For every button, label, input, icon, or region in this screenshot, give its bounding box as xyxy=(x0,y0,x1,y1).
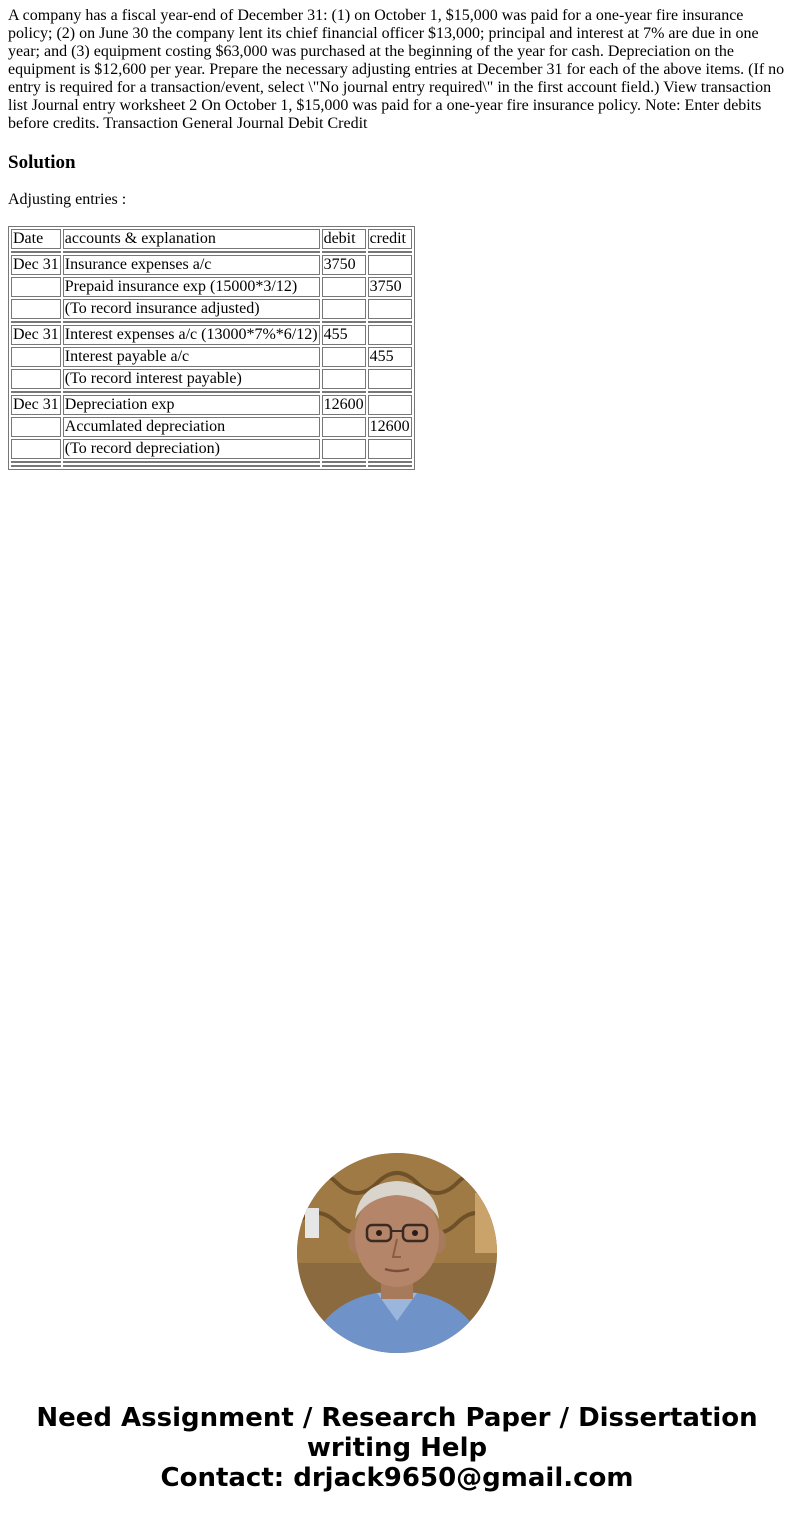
cell-debit xyxy=(322,347,366,367)
cell-debit xyxy=(322,369,366,389)
promo-contact: Contact: drjack9650@gmail.com xyxy=(160,1463,634,1493)
cell-account: Depreciation exp xyxy=(63,395,320,415)
header-credit: credit xyxy=(368,229,412,249)
cell-account: Insurance expenses a/c xyxy=(63,255,320,275)
cell-date xyxy=(11,347,61,367)
cell-credit xyxy=(368,299,412,319)
table-row xyxy=(11,255,412,275)
cell-debit xyxy=(322,299,366,319)
table-separator xyxy=(11,391,412,393)
table-row xyxy=(11,439,412,459)
cell-date: Dec 31 xyxy=(13,256,59,273)
table-row xyxy=(11,277,412,297)
page-content xyxy=(8,7,786,470)
cell-credit xyxy=(368,439,412,459)
table-row xyxy=(11,299,412,319)
cell-date xyxy=(11,439,61,459)
table-separator xyxy=(11,321,412,323)
cell-account: Accumlated depreciation xyxy=(63,417,320,437)
cell-credit xyxy=(368,395,412,415)
cell-account: (To record depreciation) xyxy=(63,439,320,459)
cell-date xyxy=(11,369,61,389)
cell-account: Interest expenses a/c (13000*7%*6/12) xyxy=(64,326,318,343)
cell-credit xyxy=(368,325,412,345)
cell-debit: 455 xyxy=(322,325,366,345)
cell-account: (To record interest payable) xyxy=(63,369,320,389)
cell-credit: 12600 xyxy=(369,418,410,435)
cell-debit xyxy=(322,417,366,437)
table-separator xyxy=(11,465,412,467)
avatar-portrait xyxy=(297,1153,497,1353)
table-row xyxy=(11,417,412,437)
table-row xyxy=(11,347,412,367)
cell-account: Prepaid insurance exp (15000*3/12) xyxy=(63,277,320,297)
cell-date: Dec 31 xyxy=(13,326,59,343)
cell-credit: 3750 xyxy=(368,277,412,297)
header-accounts: accounts & explanation xyxy=(63,229,320,249)
promo-line-2: writing Help xyxy=(306,1433,488,1463)
solution-heading: Solution xyxy=(8,152,76,173)
cell-date xyxy=(11,299,61,319)
cell-credit: 455 xyxy=(368,347,412,367)
cell-date xyxy=(11,417,61,437)
cell-debit xyxy=(322,439,366,459)
cell-account: (To record insurance adjusted) xyxy=(63,299,320,319)
intro-text: Adjusting entries : xyxy=(8,191,127,208)
cell-debit xyxy=(322,277,366,297)
journal-table xyxy=(8,226,415,470)
promo-line-1: Need Assignment / Research Paper / Dissertation xyxy=(36,1403,758,1433)
question-text: A company has a fiscal year-end of December 31: (1) on October 1, $15,000 was paid for a one-year fire insurance policy; (2) on June 30 the company lent its chief financial officer $13,000; principal and interest at 7% are due in one year; and (3) equipment costing $63,000 was purchased at the beginning of the year for cash. Depreciation on the equipment is $12,600 per year. Prepare the necessary adjusting entries at December 31 for each of the above items. (If no entry is required for a transaction/event, select \"No journal entry required\" in the first account field.) View transaction list Journal entry worksheet 2 On October 1, $15,000 was paid for a one-year fire insurance policy. Note: Enter debits before credits. Transaction General Journal Debit Credit xyxy=(8,7,785,132)
promo-banner xyxy=(0,1403,794,1493)
table-header-row xyxy=(11,229,412,249)
cell-date xyxy=(11,277,61,297)
avatar xyxy=(297,1153,497,1353)
cell-account: Interest payable a/c xyxy=(63,347,320,367)
cell-debit: 12600 xyxy=(323,396,364,413)
table-row xyxy=(11,369,412,389)
table-row xyxy=(11,325,412,345)
cell-credit xyxy=(368,255,412,275)
table-row xyxy=(11,395,412,415)
table-separator xyxy=(11,251,412,253)
cell-debit: 3750 xyxy=(322,255,366,275)
header-debit: debit xyxy=(322,229,366,249)
cell-credit xyxy=(368,369,412,389)
cell-date: Dec 31 xyxy=(13,396,59,413)
table-separator xyxy=(11,461,412,463)
header-date: Date xyxy=(11,229,61,249)
